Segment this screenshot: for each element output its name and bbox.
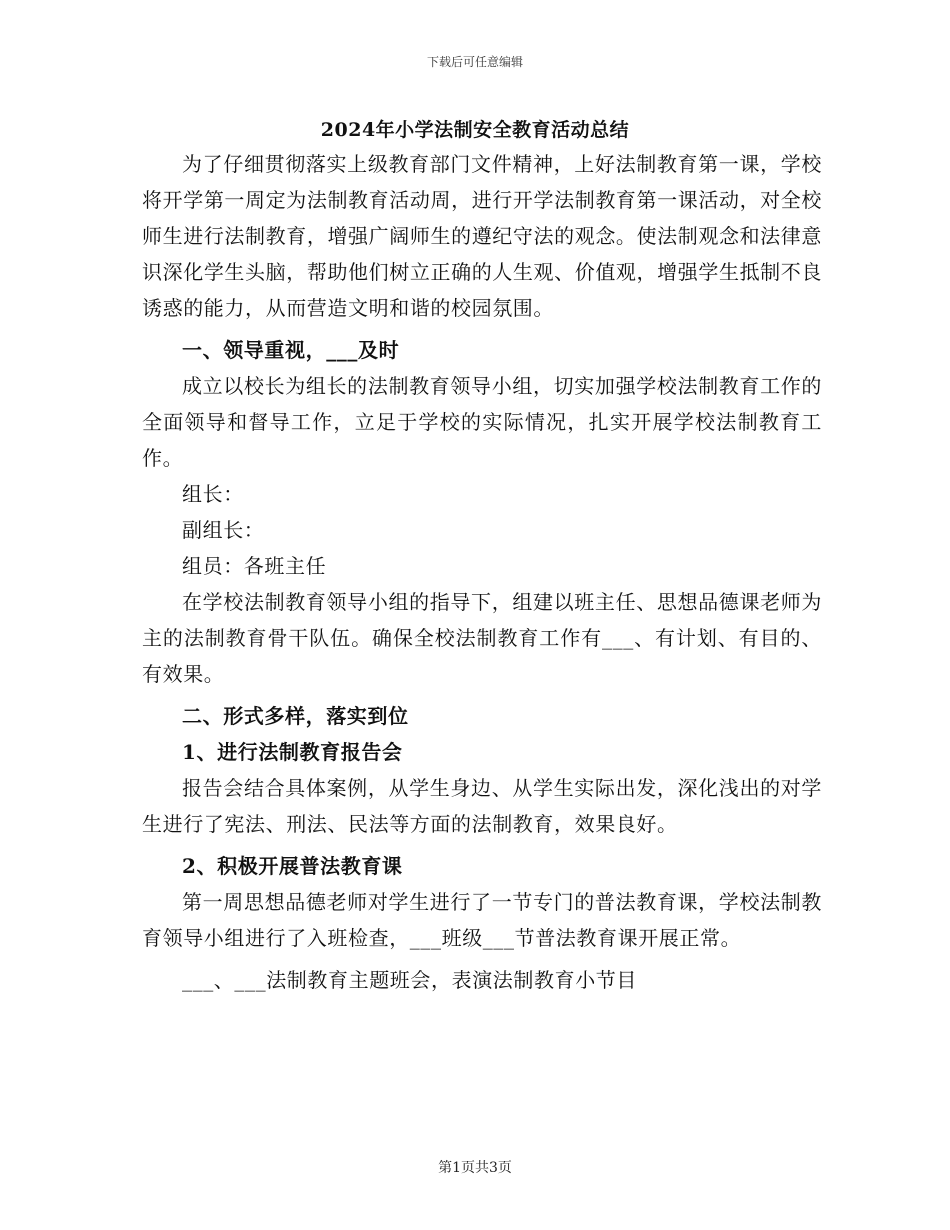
vice-leader-line: 副组长：	[182, 518, 265, 542]
section-2-heading: 二、形式多样，落实到位	[182, 704, 409, 728]
intro-paragraph: 为了仔细贯彻落实上级教育部门文件精神，上好法制教育第一课，学校将开学第一周定为法制教育活动周，进行开学法制教育第一课活动，对全校师生进行法制教育，增强广阔师生的遵纪守法的观念。使法制观念和法律意识深化学生头脑，帮助他们树立正确的人生观、价值观，增强学生抵制不良诱惑的能力，从而营造文明和谐的校园氛围。	[142, 152, 822, 320]
page-number: 第1页共3页	[438, 1160, 512, 1176]
document-body	[142, 146, 822, 998]
item-2-heading: 2、积极开展普法教育课	[182, 854, 403, 878]
header-note: 下载后可任意编辑	[426, 55, 523, 69]
section-1-paragraph-2: 在学校法制教育领导小组的指导下，组建以班主任、思想品德课老师为主的法制教育骨干队伍。确保全校法制教育工作有___、有计划、有目的、有效果。	[142, 590, 822, 686]
document-title: 2024年小学法制安全教育活动总结	[320, 119, 630, 141]
section-1-heading: 一、领导重视，___及时	[182, 338, 400, 362]
leader-line: 组长：	[182, 482, 244, 506]
section-1-paragraph: 成立以校长为组长的法制教育领导小组，切实加强学校法制教育工作的全面领导和督导工作，立足于学校的实际情况，扎实开展学校法制教育工作。	[142, 374, 822, 470]
members-line: 组员：各班主任	[182, 554, 327, 578]
item-1-paragraph: 报告会结合具体案例，从学生身边、从学生实际出发，深化浅出的对学生进行了宪法、刑法、民法等方面的法制教育，效果良好。	[142, 776, 822, 836]
item-1-heading: 1、进行法制教育报告会	[182, 740, 403, 764]
item-2-paragraph: 第一周思想品德老师对学生进行了一节专门的普法教育课，学校法制教育领导小组进行了入班检查，___班级___节普法教育课开展正常。	[142, 890, 822, 950]
item-3-line: ___、___法制教育主题班会，表演法制教育小节目	[182, 968, 637, 992]
